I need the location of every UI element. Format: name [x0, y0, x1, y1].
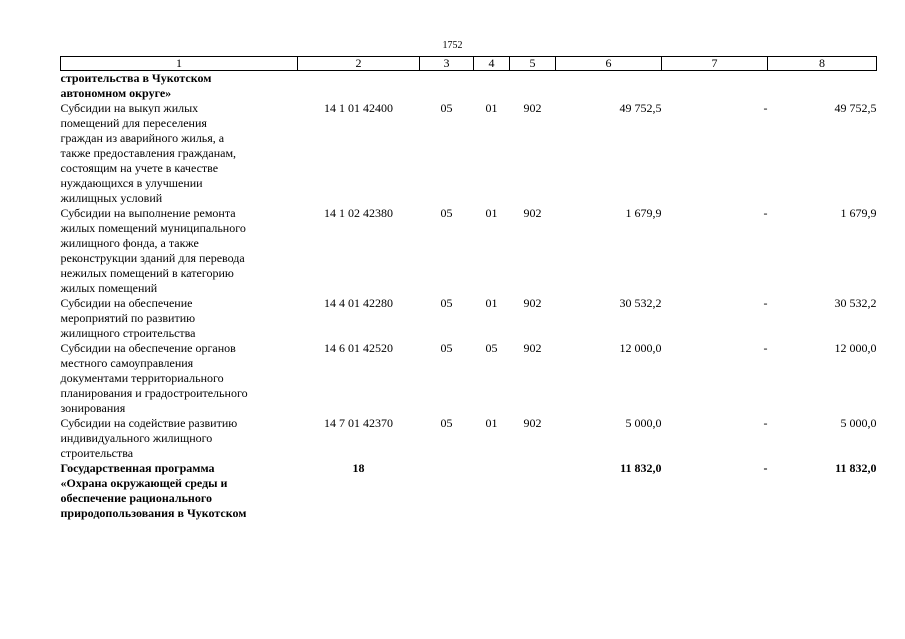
row-amount [556, 71, 662, 102]
row-change: - [763, 341, 768, 355]
row-name [61, 416, 298, 461]
row-name-line: Субсидии на обеспечение [60, 296, 193, 310]
row-subsection: 01 [485, 296, 498, 310]
row-subsection: 01 [485, 206, 498, 220]
row-code: 18 [352, 461, 365, 475]
row-name-line: индивидуального жилищного [60, 431, 213, 445]
column-header: 8 [768, 57, 877, 71]
row-name-line: нуждающихся в улучшении [60, 176, 203, 190]
row-name-line: Субсидии на выкуп жилых [60, 101, 199, 115]
table-row [61, 101, 877, 206]
row-code [298, 71, 420, 102]
row-section [420, 461, 474, 521]
column-number-row [61, 57, 877, 71]
row-department: 902 [523, 296, 542, 310]
row-name-line: жилищного фонда, а также [60, 236, 199, 250]
row-name-line: Субсидии на выполнение ремонта [60, 206, 236, 220]
row-department [510, 71, 556, 102]
row-total: 11 832,0 [835, 461, 877, 475]
row-department: 902 [523, 206, 542, 220]
row-name [61, 461, 298, 521]
row-name-line: также предоставления гражданам, [60, 146, 237, 160]
row-change: - [763, 416, 768, 430]
row-name-line: обеспечение рационального [60, 491, 212, 505]
table-row [61, 341, 877, 416]
row-code: 14 6 01 42520 [324, 341, 393, 355]
row-name-line: планирования и градостроительного [60, 386, 248, 400]
budget-table [60, 56, 877, 521]
row-amount: 30 532,2 [619, 296, 662, 310]
column-header: 5 [510, 57, 556, 71]
row-name-line: жилищных условий [60, 191, 163, 205]
row-name-line: строительства в Чукотском [60, 71, 212, 85]
row-total: 12 000,0 [834, 341, 877, 355]
row-name-line: автономном округе» [60, 86, 172, 100]
row-name [61, 206, 298, 296]
row-name-line: состоящим на учете в качестве [60, 161, 219, 175]
row-section: 05 [440, 341, 453, 355]
row-amount: 5 000,0 [625, 416, 662, 430]
row-name-line: граждан из аварийного жилья, а [60, 131, 225, 145]
row-amount: 1 679,9 [625, 206, 662, 220]
row-section [420, 71, 474, 102]
column-header: 3 [420, 57, 474, 71]
row-name-line: природопользования в Чукотском [60, 506, 247, 520]
table-body [61, 71, 877, 522]
row-name-line: местного самоуправления [60, 356, 194, 370]
row-name-line: мероприятий по развитию [60, 311, 196, 325]
row-subsection [474, 461, 510, 521]
row-name [61, 296, 298, 341]
column-header: 7 [662, 57, 768, 71]
row-change: - [763, 206, 768, 220]
row-name [61, 71, 298, 102]
row-name-line: документами территориального [60, 371, 224, 385]
row-subsection: 01 [485, 101, 498, 115]
row-name-line: нежилых помещений в категорию [60, 266, 234, 280]
row-department: 902 [523, 416, 542, 430]
row-subsection: 05 [485, 341, 498, 355]
row-department: 902 [523, 101, 542, 115]
table-row [61, 71, 877, 102]
row-name-line: «Охрана окружающей среды и [60, 476, 228, 490]
row-name-line: Субсидии на обеспечение органов [60, 341, 236, 355]
column-header: 1 [61, 57, 298, 71]
row-total: 5 000,0 [840, 416, 877, 430]
column-header: 4 [474, 57, 510, 71]
row-change [662, 71, 768, 102]
row-section: 05 [440, 296, 453, 310]
row-change: - [763, 101, 768, 115]
row-name-line: жилищного строительства [60, 326, 196, 340]
row-name-line: помещений для переселения [60, 116, 207, 130]
column-header: 2 [298, 57, 420, 71]
row-name-line: Субсидии на содействие развитию [60, 416, 238, 430]
row-amount: 12 000,0 [619, 341, 662, 355]
row-name-line: строительства [60, 446, 134, 460]
row-amount: 49 752,5 [619, 101, 662, 115]
row-section: 05 [440, 101, 453, 115]
row-name-line: жилых помещений [60, 281, 158, 295]
page-number: 1752 [442, 40, 463, 51]
row-name-line: жилых помещений муниципального [60, 221, 246, 235]
row-section: 05 [440, 416, 453, 430]
row-subsection [474, 71, 510, 102]
row-code: 14 7 01 42370 [324, 416, 393, 430]
table-row [61, 461, 877, 521]
row-code: 14 4 01 42280 [324, 296, 393, 310]
table-row [61, 296, 877, 341]
row-code: 14 1 01 42400 [324, 101, 393, 115]
row-name [61, 341, 298, 416]
row-change: - [763, 296, 768, 310]
row-name-line: Государственная программа [60, 461, 215, 475]
row-code: 14 1 02 42380 [324, 206, 393, 220]
row-amount: 11 832,0 [620, 461, 662, 475]
row-name-line: зонирования [60, 401, 126, 415]
row-name-line: реконструкции зданий для перевода [60, 251, 245, 265]
row-name [61, 101, 298, 206]
row-department [510, 461, 556, 521]
row-change: - [763, 461, 768, 475]
row-section: 05 [440, 206, 453, 220]
table-row [61, 416, 877, 461]
row-subsection: 01 [485, 416, 498, 430]
row-total [768, 71, 877, 102]
row-total: 49 752,5 [834, 101, 877, 115]
row-total: 1 679,9 [840, 206, 877, 220]
column-header: 6 [556, 57, 662, 71]
table-row [61, 206, 877, 296]
row-department: 902 [523, 341, 542, 355]
row-total: 30 532,2 [834, 296, 877, 310]
